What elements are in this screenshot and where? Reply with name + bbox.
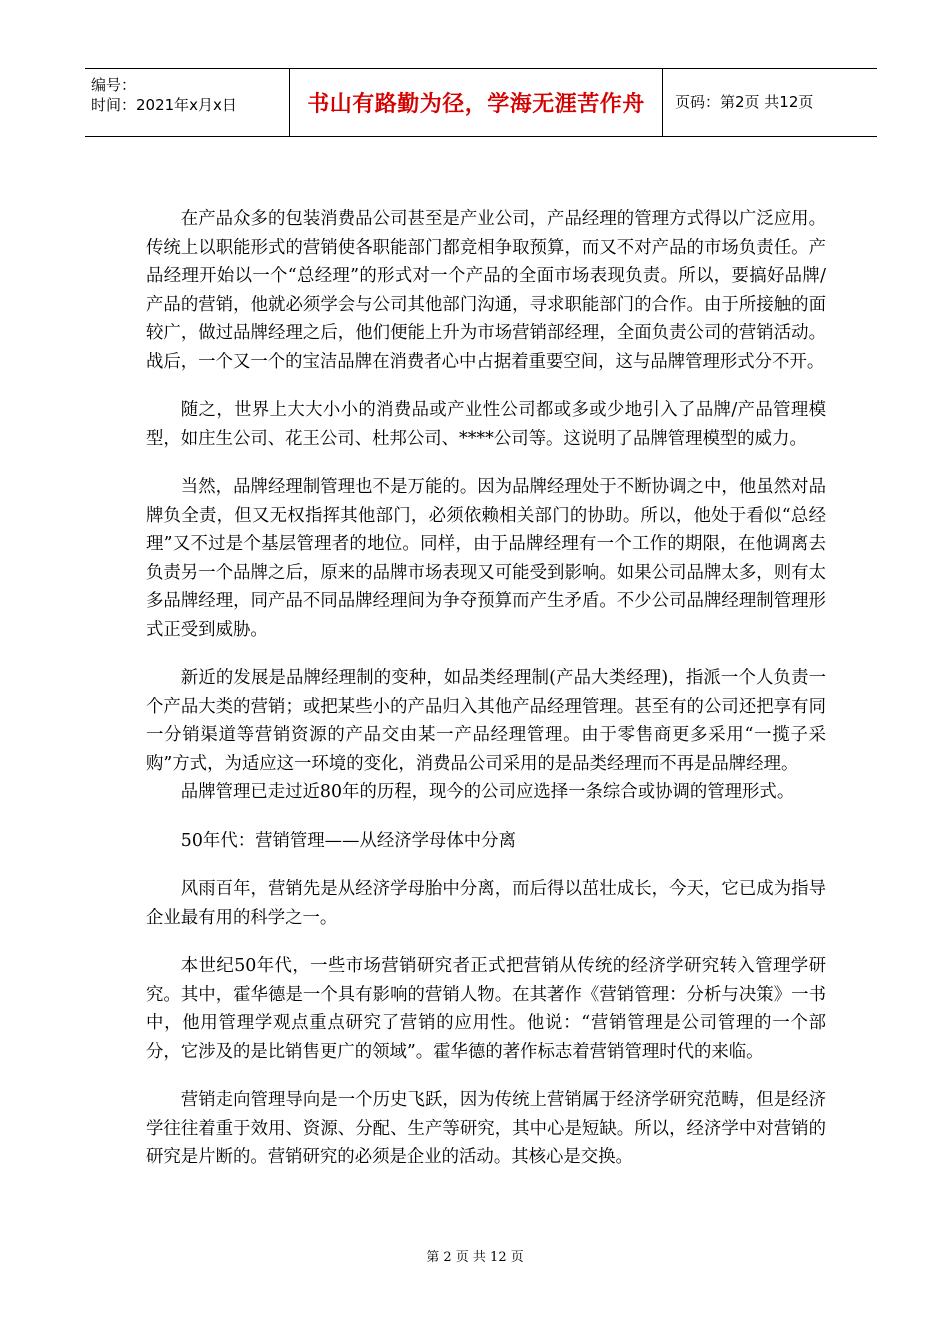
paragraph: 当然，品牌经理制管理也不是万能的。因为品牌经理处于不断协调之中，他虽然对品牌负全责，但又无权指挥其他部门，必须依赖相关部门的协助。所以，他处于看似“总经理”又不过是个基层管理者的地位。同样，由于品牌经理有一个工作的期限，在他调离去负责另一个品牌之后，原来的品牌市场表现又可能受到影响。如果公司品牌太多，则有太多品牌经理，同产品不同品牌经理间为争夺预算而产生矛盾。不少公司品牌经理制管理形式正受到威胁。 [146, 477, 826, 640]
paragraph: 本世纪50年代，一些市场营销研究者正式把营销从传统的经济学研究转入管理学研究。其中，霍华德是一个具有影响的营销人物。在其著作《营销管理：分析与决策》一书中，他用管理学观点重点研究了营销的应用性。他说：“营销管理是公司管理的一个部分，它涉及的是比销售更广的领域”。霍华德的著作标志着营销管理时代的来临。 [146, 956, 826, 1062]
paragraph: 随之，世界上大大小小的消费品或产业性公司都或多或少地引入了品牌/产品管理模型，如庄生公司、花王公司、杜邦公司、****公司等。这说明了品牌管理模型的威力。 [146, 400, 826, 449]
page-footer: 第 2 页 共 12 页 [426, 1250, 524, 1265]
document-body [146, 205, 826, 1192]
paragraph: 在产品众多的包装消费品公司甚至是产业公司，产品经理的管理方式得以广泛应用。传统上以职能形式的营销使各职能部门都竞相争取预算，而又不对产品的市场负责任。产品经理开始以一个“总经理”的形式对一个产品的全面市场表现负责。所以，要搞好品牌/产品的营销，他就必须学会与公司其他部门沟通，寻求职能部门的合作。由于所接触的面较广，做过品牌经理之后，他们便能上升为市场营销部经理，全面负责公司的营销活动。战后，一个又一个的宝洁品牌在消费者心中占据着重要空间，这与品牌管理形式分不开。 [146, 209, 826, 372]
paragraph: 风雨百年，营销先是从经济学母胎中分离，而后得以茁壮成长，今天，它已成为指导企业最有用的科学之一。 [146, 879, 826, 928]
paragraph: 新近的发展是品牌经理制的变种，如品类经理制(产品大类经理)，指派一个人负责一个产品大类的营销；或把某些小的产品归入其他产品经理管理。甚至有的公司还把享有同一分销渠道等营销资源的产品交由某一产品经理管理。由于零售商更多采用“一揽子采购”方式，为适应这一环境的变化，消费品公司采用的是品类经理而不再是品牌经理。 [146, 668, 826, 774]
header-page-label: 页码：第2页 共12页 [675, 93, 814, 111]
paragraph: 营销走向管理导向是一个历史飞跃，因为传统上营销属于经济学研究范畴，但是经济学往往着重于效用、资源、分配、生产等研究，其中心是短缺。所以，经济学中对营销的研究是片断的。营销研究的必须是企业的活动。其核心是交换。 [146, 1090, 826, 1167]
header-time: 时间：2021年x月x日 [91, 96, 237, 114]
paragraph: 品牌管理已走过近80年的历程，现今的公司应选择一条综合或协调的管理形式。 [180, 782, 795, 802]
header-motto: 书山有路勤为径，学海无涯苦作舟 [289, 68, 663, 137]
page-header [85, 68, 877, 137]
header-meta [91, 75, 237, 115]
section-heading: 50年代：营销管理——从经济学母体中分离 [180, 830, 516, 851]
header-number-label: 编号： [91, 76, 137, 94]
